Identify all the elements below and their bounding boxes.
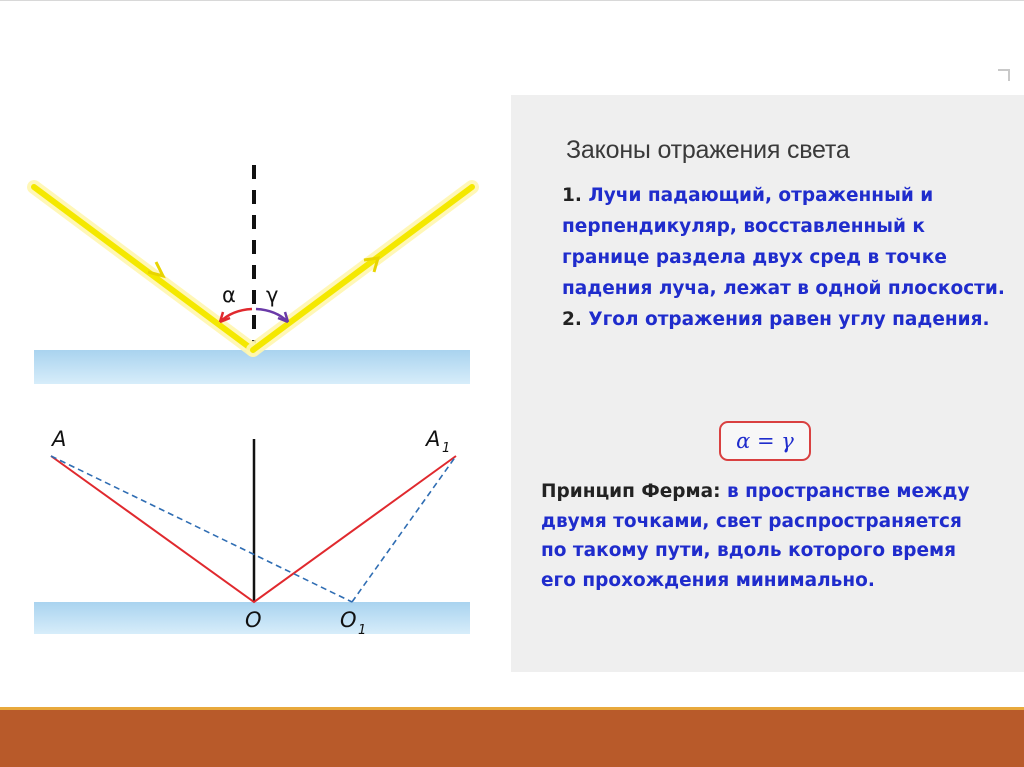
page-title: Законы отражения света <box>566 136 850 164</box>
alternate-path-dashed-2 <box>352 456 456 602</box>
point-A-label: A <box>52 427 67 451</box>
point-A1-label: A <box>426 427 441 451</box>
formula-box <box>719 421 811 461</box>
laws-of-reflection <box>562 180 1012 335</box>
point-O-label: O <box>245 608 262 632</box>
reflected-ray <box>253 187 472 350</box>
angle-gamma-label: γ <box>266 283 279 307</box>
alternate-path-dashed-1 <box>51 456 352 602</box>
law-1 <box>562 180 1012 304</box>
point-O1-label: O <box>340 608 357 632</box>
bottom-band <box>0 710 1024 767</box>
incident-ray <box>34 187 253 350</box>
fermat-text: в пространстве между двумя точками, свет распространяется по такому пути, вдоль которого время его прохождения минимально. <box>541 481 970 591</box>
law-2-text: Угол отражения равен углу падения. <box>588 309 990 330</box>
point-O1-subscript: 1 <box>358 623 367 638</box>
angle-alpha-label: α <box>222 283 236 307</box>
fermat-label: Принцип Ферма: <box>541 481 721 502</box>
law-2-number: 2. <box>562 309 582 330</box>
law-1-number: 1. <box>562 185 582 206</box>
law-1-text: Лучи падающий, отраженный и перпендикуляр, восставленный к границе раздела двух сред в точке падения луча, лежат в одной плоскости. <box>562 185 1005 299</box>
point-A1-subscript: 1 <box>442 441 451 456</box>
law-2 <box>562 304 1012 335</box>
fermat-principle <box>541 477 991 595</box>
formula-text: α = γ <box>736 429 794 453</box>
